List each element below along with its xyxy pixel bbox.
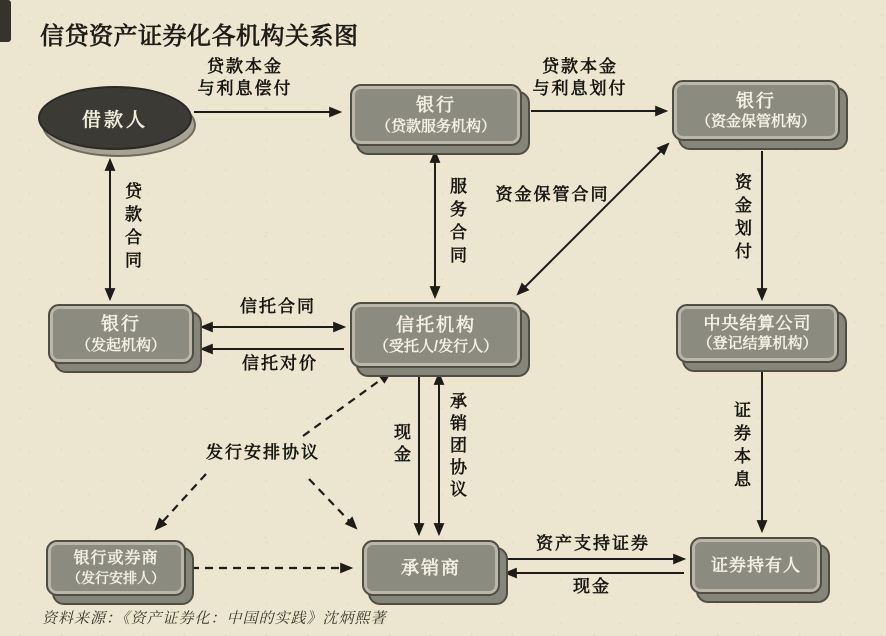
edge-label-service-contract: 服务合同: [447, 177, 466, 269]
edge-label-trust-consideration: 信托对价: [242, 354, 318, 373]
node-arranger-line1: 银行或券商: [73, 549, 159, 567]
edge-label-cash-mid: 现金: [391, 423, 410, 467]
edge-arrangement-to-underwriter-line: [309, 479, 356, 528]
node-underwriter: [362, 540, 500, 596]
edge-label-cash-bottom: 现金: [573, 577, 611, 596]
node-ccdc-line2: （登记结算机构）: [697, 335, 818, 353]
source-note: 资料来源：《资产证券化：中国的实践》沈炳熙著: [42, 609, 387, 627]
node-holder-label: 证券持有人: [711, 555, 801, 575]
edge-arrangement-to-trust-line: [303, 373, 390, 436]
node-bank-servicer: [350, 84, 522, 146]
edge-label-loan-contract: 贷款合同: [122, 182, 141, 274]
node-borrower: [38, 86, 192, 150]
node-bank-custodian-line1: 银行: [736, 90, 776, 111]
edge-label-custody-contract: 资金保管合同: [495, 185, 610, 204]
edge-label-fund-transfer: 资金划付: [732, 173, 751, 265]
node-bank-custodian-line2: （资金保管机构）: [695, 113, 816, 130]
node-ccdc: [676, 304, 839, 363]
node-holder: [690, 537, 822, 594]
node-arranger: [46, 540, 186, 596]
edge-label-abs: 资产支持证券: [536, 534, 650, 553]
node-trust-line2: （受托人/发行人）: [373, 337, 499, 355]
node-underwriter-label: 承销商: [401, 557, 461, 578]
node-ccdc-line1: 中央结算公司: [703, 314, 812, 334]
node-trust-line1: 信托机构: [396, 315, 476, 335]
edge-label-loan-transfer: 贷款本金 与利息划付: [532, 57, 628, 99]
node-arranger-line2: （发行安排人）: [67, 569, 165, 586]
edge-label-arrangement-agreement: 发行安排协议: [206, 443, 320, 462]
edge-label-securities-pi: 证券本息: [731, 401, 750, 493]
edge-custody-contract-line: [518, 144, 668, 294]
edge-label-trust-contract: 信托合同: [240, 297, 316, 316]
page-title: 信贷资产证券化各机构关系图: [40, 23, 359, 50]
node-bank-originator-line1: 银行: [101, 314, 141, 334]
node-bank-servicer-line1: 银行: [416, 95, 456, 115]
node-bank-originator-line2: （发起机构）: [75, 336, 166, 354]
node-bank-originator: [48, 304, 194, 364]
edge-arrangement-to-arranger-line: [156, 474, 206, 529]
node-borrower-label: 借款人: [81, 109, 148, 131]
edge-label-loan-repayment: 贷款本金 与利息偿付: [197, 57, 293, 99]
node-bank-servicer-line2: （贷款服务机构）: [375, 117, 496, 135]
node-bank-custodian: [672, 80, 840, 141]
edge-label-underwriting-agreement: 承销团协议: [447, 392, 466, 502]
node-trust: [350, 302, 522, 368]
